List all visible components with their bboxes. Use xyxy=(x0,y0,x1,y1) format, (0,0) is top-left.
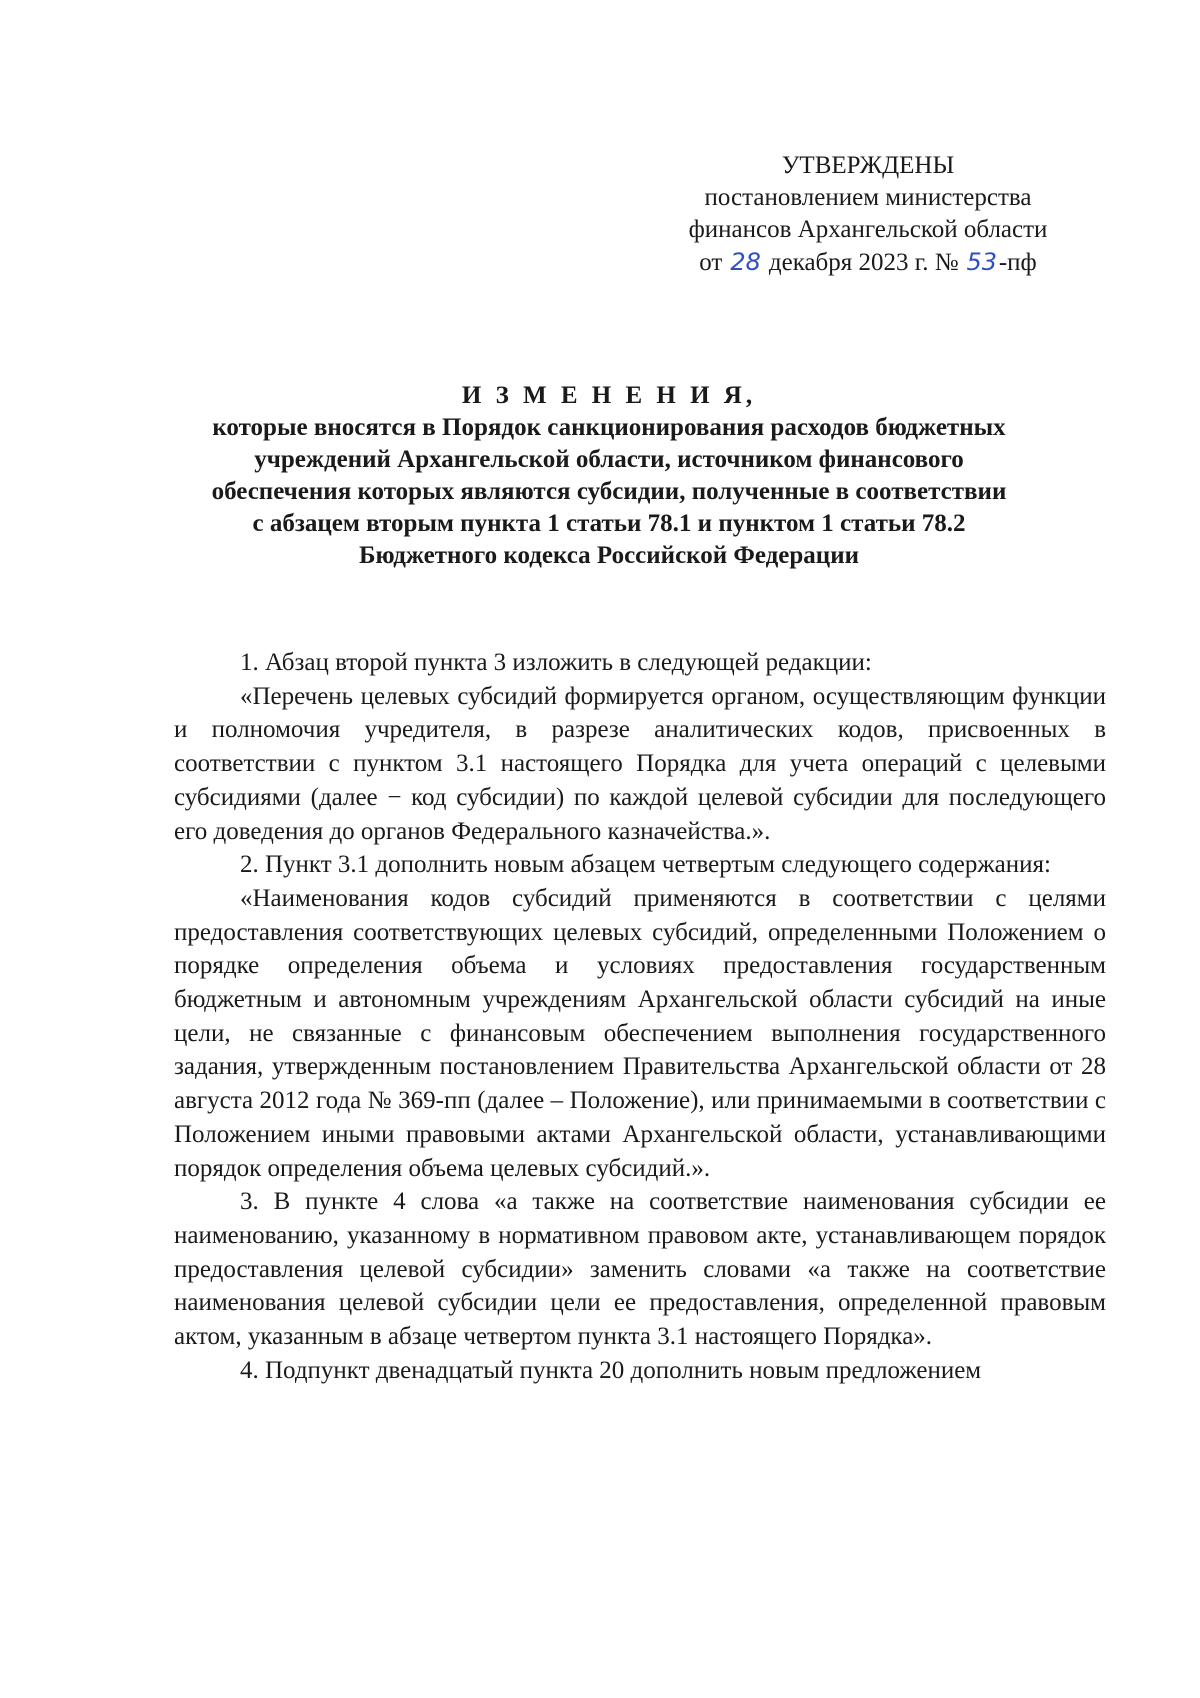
paragraph-1: 1. Абзац второй пункта 3 изложить в следующей редакции: xyxy=(240,649,872,676)
approval-line-2: постановлением министерства xyxy=(704,184,1032,211)
paragraph-4: «Наименования кодов субсидий применяются в соответствии с целями предоставления соответствующих целевых субсидий, определенными Положением о порядке определения объема и условиях предоставления государственным бюджетным и автономным учреждениям Архангельской области субсидий на иные цели, не связанные с финансовым обеспечением выполнения государственного задания, утвержденным постановлением Правительства Архангельской области от 28 августа 2012 года № 369-пп (далее – Положение), или принимаемыми в соответствии с Положением иными правовыми актами Архангельской области, устанавливающими порядок определения объема целевых субсидий.». xyxy=(174,884,1106,1182)
handwritten-number: 53 xyxy=(966,248,998,276)
handwritten-day: 28 xyxy=(730,248,761,276)
paragraph-6: 4. Подпункт двенадцатый пункта 20 дополнить новым предложением xyxy=(240,1356,982,1384)
title-line-4: с абзацем вторым пункта 1 статьи 78.1 и пунктом 1 статьи 78.2 xyxy=(252,510,966,537)
title-line-1: которые вносятся в Порядок санкционирования расходов бюджетных xyxy=(212,414,1006,441)
title-line-3: обеспечения которых являются субсидии, полученные в соответствии xyxy=(211,478,1007,505)
approval-date-line xyxy=(668,246,1068,279)
document-body xyxy=(174,646,1106,1387)
date-middle: декабря 2023 г. № xyxy=(768,249,959,276)
paragraph-3: 2. Пункт 3.1 дополнить новым абзацем четвертым следующего содержания: xyxy=(240,851,1051,879)
approval-line-3: финансов Архангельской области xyxy=(688,216,1048,243)
title-line-2: учреждений Архангельской области, источником финансового xyxy=(254,446,964,473)
approval-heading: УТВЕРЖДЕНЫ xyxy=(781,152,955,179)
date-prefix: от xyxy=(699,249,723,276)
document-title xyxy=(120,380,1098,572)
title-line-5: Бюджетного кодекса Российской Федерации xyxy=(358,542,859,569)
paragraph-2: «Перечень целевых субсидий формируется органом, осуществляющим функции и полномочия учредителя, в разрезе аналитических кодов, присвоенных в соответствии с пунктом 3.1 настоящего Порядка для учета операций с целевыми субсидиями (далее − код субсидии) по каждой целевой субсидии для последующего его доведения до органов Федерального казначейства.». xyxy=(174,682,1106,845)
number-suffix: -пф xyxy=(998,249,1037,276)
paragraph-5: 3. В пункте 4 слова «а также на соответствие наименования субсидии ее наименованию, указанному в нормативном правовом акте, устанавливающем порядок предоставления целевой субсидии» заменить словами «а также на соответствие наименования целевой субсидии цели ее предоставления, определенной правовым актом, указанным в абзаце четвертом пункта 3.1 настоящего Порядка». xyxy=(174,1188,1106,1351)
approval-stamp xyxy=(668,150,1068,279)
title-main: И З М Е Н Е Н И Я, xyxy=(461,382,757,409)
